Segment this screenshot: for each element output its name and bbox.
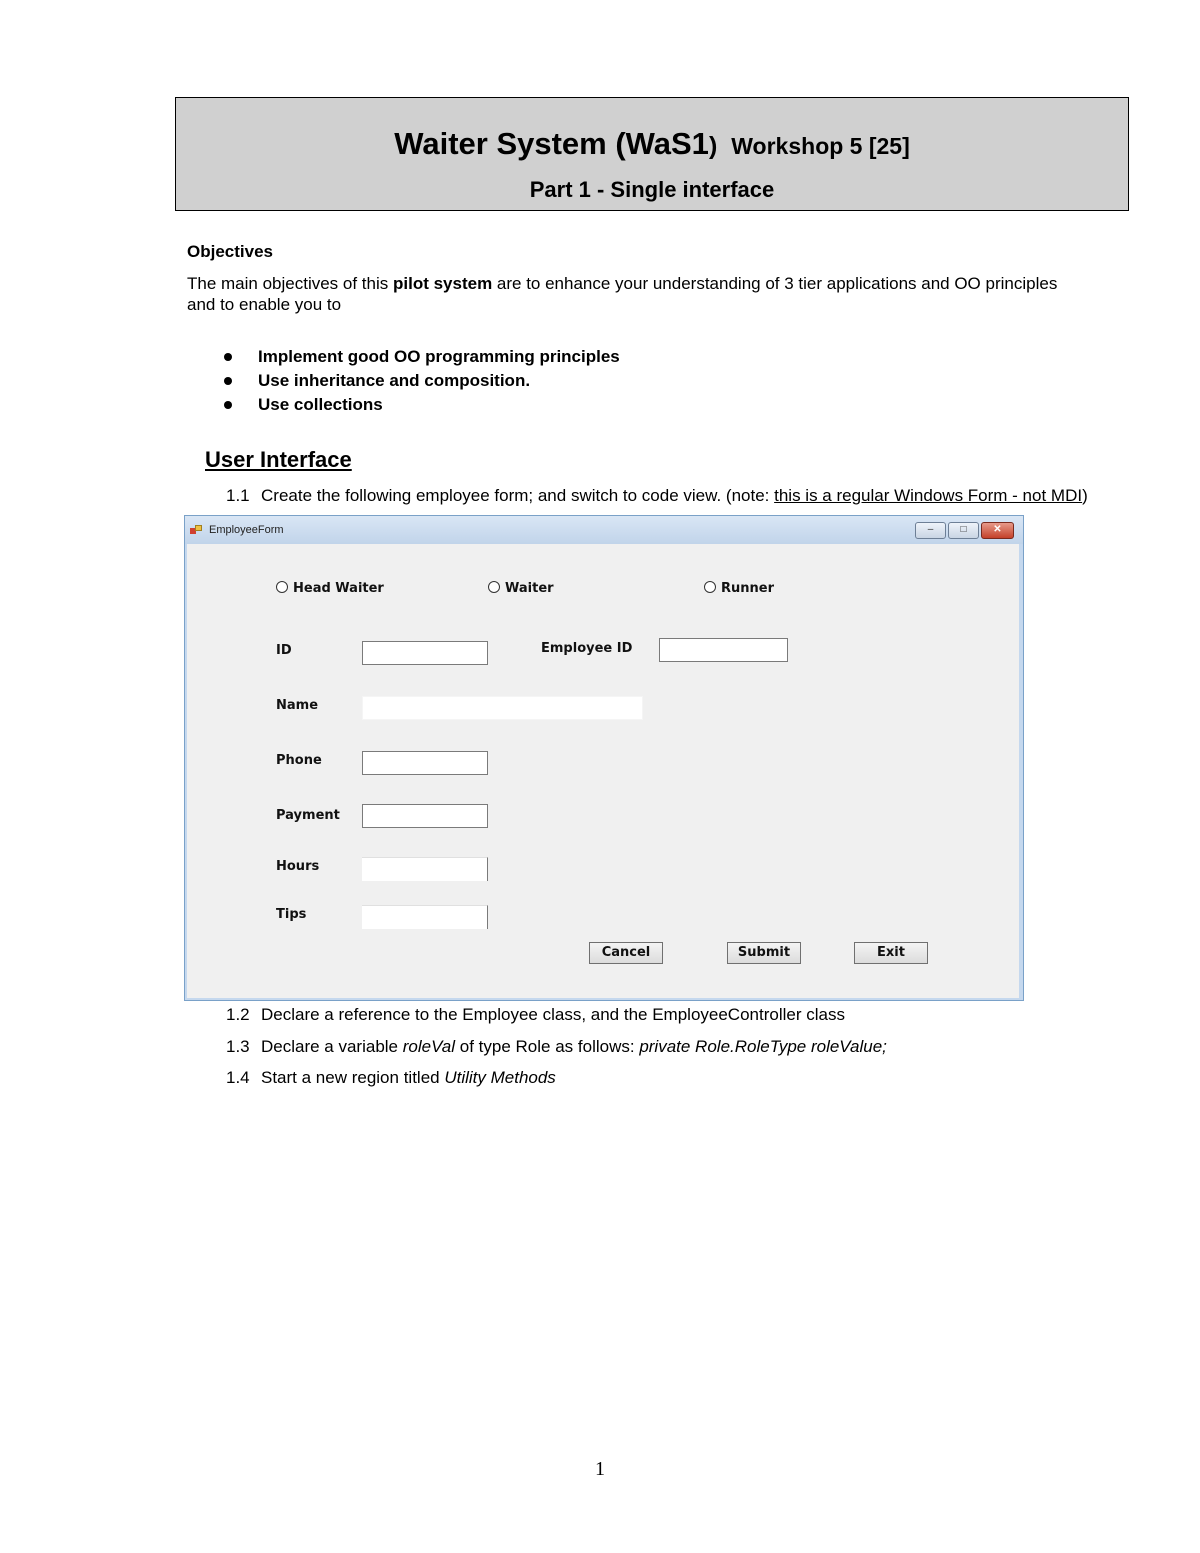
- radio-runner[interactable]: [704, 581, 774, 596]
- step-text-end: ): [1082, 486, 1088, 505]
- radio-waiter[interactable]: [488, 581, 554, 596]
- minimize-button[interactable]: –: [915, 522, 946, 539]
- step-1-4: [226, 1068, 556, 1088]
- list-item-text: Implement good OO programming principles: [258, 347, 620, 366]
- title-main: Waiter System (WaS1: [394, 126, 709, 161]
- step-italic-region: Utility Methods: [444, 1068, 556, 1087]
- step-text: Create the following employee form; and switch to code view. (note:: [261, 486, 775, 505]
- intro-text-1: The main objectives of this: [187, 274, 393, 293]
- objectives-heading: Objectives: [187, 242, 273, 261]
- form-app-icon: [190, 525, 202, 535]
- label-payment: Payment: [276, 808, 340, 823]
- intro-bold: pilot system: [392, 274, 493, 293]
- intro-text-2: are to enhance your understanding of 3 tier applications and OO principles and to enable you to: [187, 274, 1058, 314]
- tips-input[interactable]: [362, 905, 488, 929]
- radio-circle-icon: [488, 581, 500, 593]
- list-item: [222, 345, 620, 369]
- list-item: [222, 369, 620, 393]
- phone-input[interactable]: [362, 751, 488, 775]
- employee-form-window: [184, 515, 1024, 1001]
- label-name: Name: [276, 698, 319, 713]
- step-number: 1.1: [226, 486, 250, 505]
- submit-button[interactable]: Submit: [727, 942, 801, 964]
- list-item-text: Use collections: [258, 395, 383, 414]
- bullet-icon: [224, 377, 232, 385]
- list-item: [222, 393, 620, 417]
- id-input[interactable]: [362, 641, 488, 665]
- step-italic-var: roleVal: [402, 1037, 456, 1056]
- label-hours: Hours: [276, 859, 320, 874]
- step-number: 1.4: [226, 1068, 250, 1087]
- radio-head-waiter[interactable]: [276, 581, 384, 596]
- radio-label: Waiter: [505, 581, 554, 596]
- bullet-icon: [224, 401, 232, 409]
- radio-label: Head Waiter: [293, 581, 384, 596]
- bullet-icon: [224, 353, 232, 361]
- step-italic-code: private Role.RoleType roleValue;: [639, 1037, 887, 1056]
- window-titlebar[interactable]: [185, 516, 1023, 544]
- close-button[interactable]: ✕: [981, 522, 1014, 539]
- document-subtitle: Part 1 - Single interface: [529, 177, 775, 202]
- label-phone: Phone: [276, 753, 322, 768]
- objectives-list: [222, 345, 620, 417]
- title-workshop: Workshop 5 [25]: [731, 133, 910, 159]
- list-item-text: Use inheritance and composition.: [258, 371, 531, 390]
- radio-circle-icon: [276, 581, 288, 593]
- step-1-2: [226, 1005, 845, 1025]
- employee-id-input[interactable]: [659, 638, 788, 662]
- step-underlined-note: this is a regular Windows Form - not MDI: [774, 486, 1083, 505]
- step-text: Declare a variable: [261, 1037, 403, 1056]
- step-number: 1.2: [226, 1005, 250, 1024]
- step-number: 1.3: [226, 1037, 250, 1056]
- maximize-button[interactable]: □: [948, 522, 979, 539]
- window-title: EmployeeForm: [209, 524, 284, 536]
- payment-input[interactable]: [362, 804, 488, 828]
- page-number: 1: [595, 1458, 605, 1480]
- radio-label: Runner: [721, 581, 775, 596]
- user-interface-heading: User Interface: [205, 447, 352, 472]
- step-text: Start a new region titled: [261, 1068, 445, 1087]
- step-1-3: [226, 1037, 887, 1057]
- cancel-button[interactable]: Cancel: [589, 942, 663, 964]
- label-tips: Tips: [276, 907, 307, 922]
- step-1-1: [226, 486, 1088, 506]
- objectives-intro: [187, 273, 1067, 315]
- label-id: ID: [276, 643, 292, 658]
- step-text: Declare a reference to the Employee class, and the EmployeeController class: [261, 1005, 845, 1024]
- name-input[interactable]: [362, 696, 643, 720]
- title-paren: ): [708, 132, 718, 160]
- document-title: [176, 126, 1128, 162]
- form-client-area: [187, 544, 1019, 998]
- title-box: [175, 97, 1129, 211]
- hours-input[interactable]: [362, 857, 488, 881]
- label-employee-id: Employee ID: [541, 641, 633, 656]
- step-text-2: of type Role as follows:: [455, 1037, 640, 1056]
- radio-circle-icon: [704, 581, 716, 593]
- exit-button[interactable]: Exit: [854, 942, 928, 964]
